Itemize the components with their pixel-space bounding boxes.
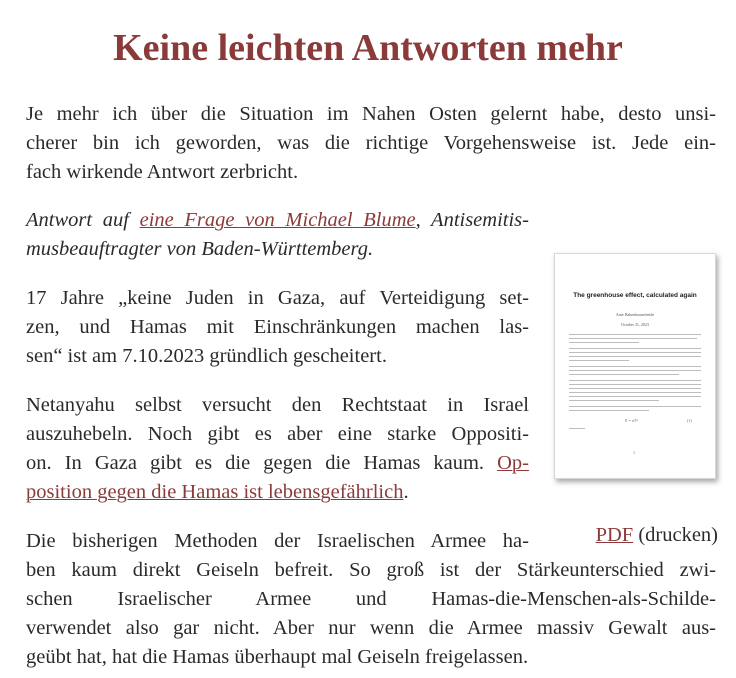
army-paragraph bbox=[26, 527, 716, 672]
thumbnail-text-line bbox=[569, 406, 701, 407]
text-line: geübt hat, hat die Hamas überhaupt mal Geiseln freigelassen. bbox=[26, 646, 529, 668]
thumbnail-title: The greenhouse effect, calculated again bbox=[573, 292, 697, 299]
thumbnail-text-line bbox=[569, 384, 701, 385]
thumbnail-text-line bbox=[569, 360, 629, 361]
thumbnail-author: Arne Babenhauserheide bbox=[615, 312, 655, 317]
pdf-thumbnail[interactable] bbox=[554, 253, 716, 479]
gaza-paragraph bbox=[26, 284, 529, 371]
thumbnail-text-line bbox=[569, 396, 701, 397]
reply-prefix: Antwort auf bbox=[26, 209, 140, 231]
page-title: Keine leichten Antworten mehr bbox=[113, 27, 623, 69]
text-span: on. In Gaza gibt es die gegen die Hamas kaum. bbox=[26, 452, 498, 474]
thumbnail-text-line bbox=[569, 348, 701, 349]
opposition-link[interactable]: position gegen die Hamas ist lebensgefährlich bbox=[26, 481, 404, 503]
thumbnail-equation: E = σT⁴ bbox=[625, 418, 638, 423]
thumbnail-text-line bbox=[569, 352, 701, 353]
text-line: cherer bin ich geworden, was die richtige Vorgehensweise ist. Jede ein- bbox=[26, 132, 716, 154]
text-line: auszuhebeln. Noch gibt es aber eine starke Oppositi- bbox=[26, 423, 529, 445]
thumbnail-text-line bbox=[569, 392, 701, 393]
text-line: schen Israelischer Armee und Hamas-die-Menschen-als-Schilde- bbox=[26, 588, 716, 610]
text-line: Netanyahu selbst versucht den Rechtstaat in Israel bbox=[26, 394, 529, 416]
thumbnail-text-line bbox=[569, 338, 697, 339]
thumbnail-text-line bbox=[569, 356, 701, 357]
thumbnail-text-line bbox=[569, 366, 701, 367]
thumbnail-page-number: 1 bbox=[633, 450, 635, 455]
text-line: Die bisherigen Methoden der Israelischen Armee ha- bbox=[26, 530, 529, 552]
thumbnail-text-line bbox=[569, 370, 701, 371]
thumbnail-text-line bbox=[569, 334, 701, 335]
text-line: fach wirkende Antwort zerbricht. bbox=[26, 161, 299, 183]
thumbnail-text-line bbox=[569, 400, 659, 401]
text-line bbox=[26, 206, 529, 235]
thumbnail-equation-number: (1) bbox=[687, 418, 692, 423]
text-line: ben kaum direkt Geiseln befreit. So groß ist der Stärkeunterschied zwi- bbox=[26, 559, 716, 581]
thumbnail-text-line bbox=[569, 410, 649, 411]
text-line: sen“ ist am 7.10.2023 gründlich gescheitert. bbox=[26, 345, 387, 367]
reply-note bbox=[26, 206, 529, 264]
text-line: Je mehr ich über die Situation im Nahen Osten gelernt habe, desto unsi- bbox=[26, 103, 716, 125]
opposition-paragraph bbox=[26, 391, 529, 507]
text-line bbox=[26, 478, 529, 507]
text-line bbox=[26, 449, 529, 478]
thumbnail-text-line bbox=[569, 388, 701, 389]
thumbnail-text-line bbox=[569, 380, 701, 381]
text-line: zen, und Hamas mit Einschränkungen machen las- bbox=[26, 316, 529, 338]
text-span: . bbox=[403, 481, 409, 503]
pdf-print-label: (drucken) bbox=[633, 524, 718, 546]
question-link[interactable]: eine Frage von Michael Blume bbox=[139, 209, 416, 231]
thumbnail-text-line bbox=[569, 428, 585, 429]
text-line: musbeauftragter von Baden-Württemberg. bbox=[26, 238, 374, 260]
text-line: verwendet also gar nicht. Aber nur wenn die Armee massiv Gewalt aus- bbox=[26, 617, 716, 639]
text-line: 17 Jahre „keine Juden in Gaza, auf Verteidigung set- bbox=[26, 287, 529, 309]
pdf-link[interactable]: PDF bbox=[595, 524, 634, 546]
thumbnail-text-line bbox=[569, 374, 679, 375]
intro-paragraph bbox=[26, 100, 716, 187]
thumbnail-date: October 31, 2023 bbox=[621, 322, 649, 327]
thumbnail-text-line bbox=[569, 342, 639, 343]
reply-suffix: , Antisemitis- bbox=[415, 209, 529, 231]
opposition-link-start[interactable]: Op- bbox=[497, 452, 529, 474]
